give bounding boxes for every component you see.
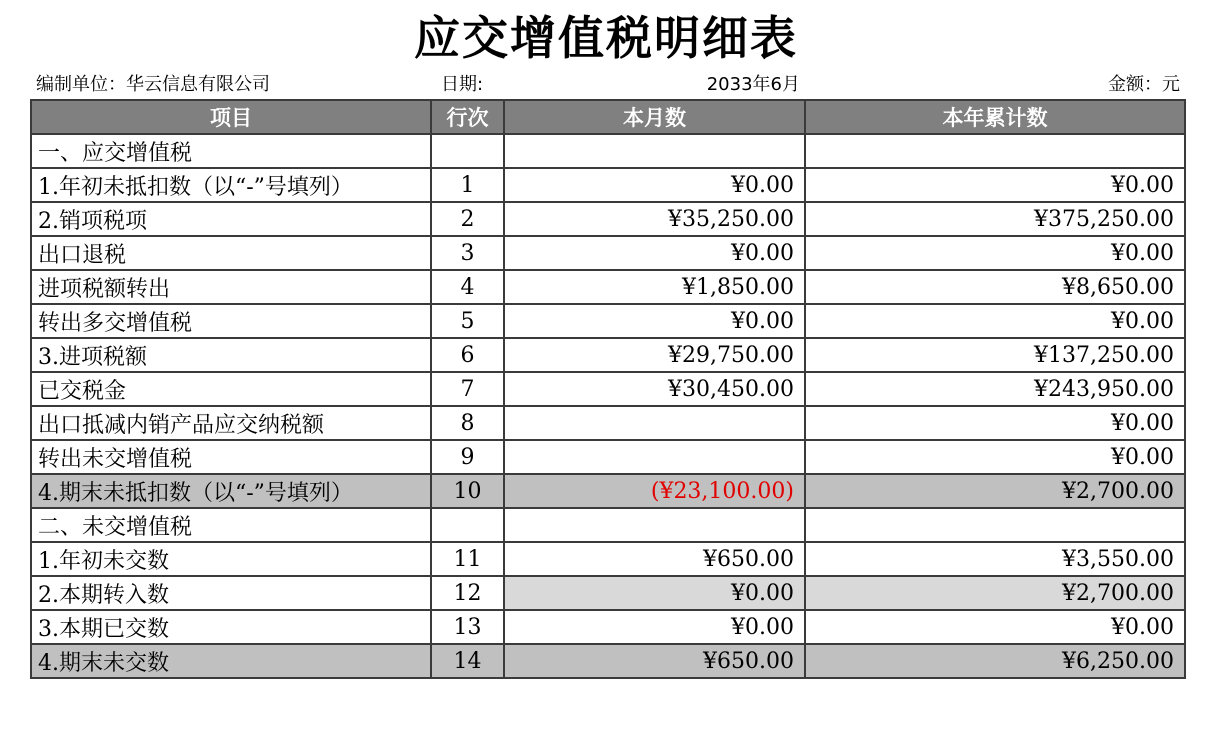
row-no-cell[interactable]: 7 <box>431 372 504 406</box>
row-item-cell[interactable]: 出口退税 <box>31 236 431 270</box>
row-year-cell[interactable]: ¥2,700.00 <box>805 474 1185 508</box>
row-year-cell[interactable]: ¥0.00 <box>805 304 1185 338</box>
row-year-cell[interactable]: ¥0.00 <box>805 610 1185 644</box>
table-row <box>31 440 1185 474</box>
header-row-no: 行次 <box>431 100 504 134</box>
table-row <box>31 406 1185 440</box>
row-no-cell[interactable]: 4 <box>431 270 504 304</box>
row-item-cell[interactable]: 4.期末未抵扣数（以“-”号填列） <box>31 474 431 508</box>
row-year-cell[interactable]: ¥0.00 <box>805 236 1185 270</box>
row-year-cell[interactable] <box>805 508 1185 542</box>
company-label: 编制单位：华云信息有限公司 <box>36 74 270 95</box>
date-value: 2033年6月 <box>706 74 800 95</box>
row-no-cell[interactable] <box>431 508 504 542</box>
page-title: 应交增值税明细表 <box>414 11 798 65</box>
row-year-cell[interactable]: ¥2,700.00 <box>805 576 1185 610</box>
row-year-cell[interactable]: ¥6,250.00 <box>805 644 1185 678</box>
row-item-cell[interactable]: 2.销项税项 <box>31 202 431 236</box>
table-row <box>31 168 1185 202</box>
row-item-cell[interactable]: 一、应交增值税 <box>31 134 431 168</box>
vat-detail-table <box>30 99 1186 679</box>
table-row <box>31 372 1185 406</box>
table-row-total <box>31 644 1185 678</box>
row-month-cell[interactable]: ¥0.00 <box>504 168 805 202</box>
row-month-cell[interactable]: ¥650.00 <box>504 542 805 576</box>
row-item-cell[interactable]: 进项税额转出 <box>31 270 431 304</box>
row-month-cell[interactable] <box>504 440 805 474</box>
row-year-cell[interactable]: ¥243,950.00 <box>805 372 1185 406</box>
table-header-row <box>31 100 1185 134</box>
row-no-cell[interactable]: 8 <box>431 406 504 440</box>
row-year-cell[interactable]: ¥0.00 <box>805 406 1185 440</box>
row-no-cell[interactable]: 5 <box>431 304 504 338</box>
table-row <box>31 236 1185 270</box>
row-item-cell[interactable]: 1.年初未交数 <box>31 542 431 576</box>
row-item-cell[interactable]: 4.期末未交数 <box>31 644 431 678</box>
row-year-cell[interactable]: ¥0.00 <box>805 168 1185 202</box>
row-year-cell[interactable]: ¥0.00 <box>805 440 1185 474</box>
row-month-cell[interactable]: ¥35,250.00 <box>504 202 805 236</box>
row-item-cell[interactable]: 3.进项税额 <box>31 338 431 372</box>
amount-unit-label: 金额：元 <box>1108 74 1180 95</box>
table-row-subtotal <box>31 474 1185 508</box>
table-row <box>31 542 1185 576</box>
row-month-cell[interactable] <box>504 508 805 542</box>
row-item-cell[interactable]: 转出多交增值税 <box>31 304 431 338</box>
row-item-cell[interactable]: 2.本期转入数 <box>31 576 431 610</box>
row-item-cell[interactable]: 已交税金 <box>31 372 431 406</box>
header-year: 本年累计数 <box>805 100 1185 134</box>
row-no-cell[interactable]: 11 <box>431 542 504 576</box>
row-month-cell[interactable]: ¥650.00 <box>504 644 805 678</box>
row-month-cell-negative[interactable]: (¥23,100.00) <box>504 474 805 508</box>
row-no-cell[interactable]: 12 <box>431 576 504 610</box>
row-no-cell[interactable]: 6 <box>431 338 504 372</box>
row-no-cell[interactable]: 9 <box>431 440 504 474</box>
row-month-cell[interactable] <box>504 406 805 440</box>
row-year-cell[interactable]: ¥8,650.00 <box>805 270 1185 304</box>
row-no-cell[interactable]: 10 <box>431 474 504 508</box>
table-row <box>31 202 1185 236</box>
row-item-cell[interactable]: 转出未交增值税 <box>31 440 431 474</box>
row-month-cell[interactable]: ¥29,750.00 <box>504 338 805 372</box>
row-item-cell[interactable]: 3.本期已交数 <box>31 610 431 644</box>
header-item: 项目 <box>31 100 431 134</box>
row-no-cell[interactable]: 13 <box>431 610 504 644</box>
row-month-cell[interactable]: ¥0.00 <box>504 304 805 338</box>
row-year-cell[interactable] <box>805 134 1185 168</box>
row-no-cell[interactable] <box>431 134 504 168</box>
row-no-cell[interactable]: 2 <box>431 202 504 236</box>
row-month-cell[interactable]: ¥30,450.00 <box>504 372 805 406</box>
row-month-cell[interactable]: ¥0.00 <box>504 576 805 610</box>
row-no-cell[interactable]: 1 <box>431 168 504 202</box>
row-year-cell[interactable]: ¥3,550.00 <box>805 542 1185 576</box>
row-no-cell[interactable]: 14 <box>431 644 504 678</box>
row-year-cell[interactable]: ¥375,250.00 <box>805 202 1185 236</box>
row-item-cell[interactable]: 出口抵减内销产品应交纳税额 <box>31 406 431 440</box>
row-item-cell[interactable]: 二、未交增值税 <box>31 508 431 542</box>
table-row <box>31 270 1185 304</box>
table-row <box>31 576 1185 610</box>
row-item-cell[interactable]: 1.年初未抵扣数（以“-”号填列） <box>31 168 431 202</box>
table-row <box>31 338 1185 372</box>
row-month-cell[interactable] <box>504 134 805 168</box>
row-month-cell[interactable]: ¥0.00 <box>504 236 805 270</box>
table-row <box>31 304 1185 338</box>
table-row <box>31 610 1185 644</box>
header-month: 本月数 <box>504 100 805 134</box>
date-label: 日期: <box>441 74 484 95</box>
table-row <box>31 508 1185 542</box>
row-month-cell[interactable]: ¥0.00 <box>504 610 805 644</box>
row-no-cell[interactable]: 3 <box>431 236 504 270</box>
row-month-cell[interactable]: ¥1,850.00 <box>504 270 805 304</box>
row-year-cell[interactable]: ¥137,250.00 <box>805 338 1185 372</box>
table-row <box>31 134 1185 168</box>
